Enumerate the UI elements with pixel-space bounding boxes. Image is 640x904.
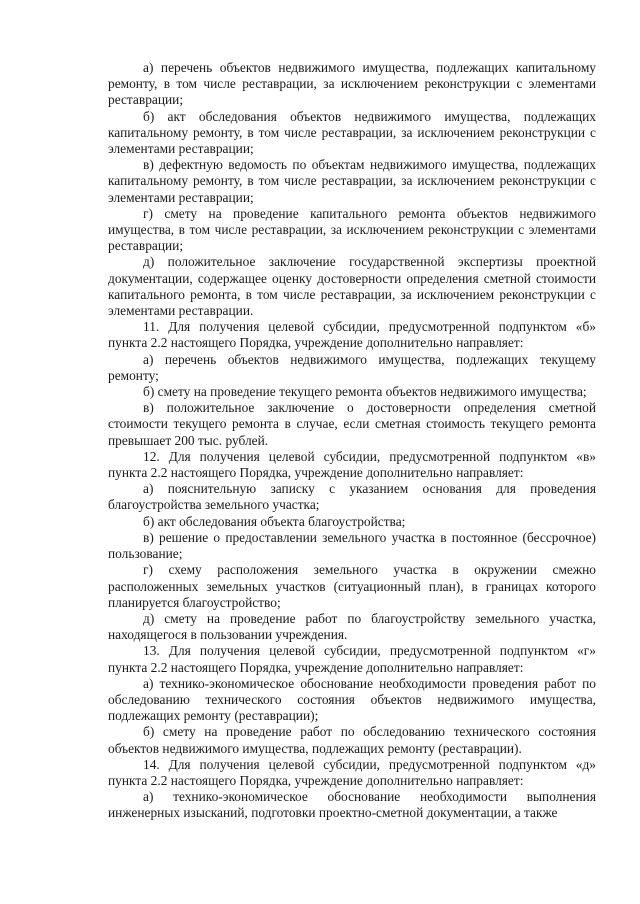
paragraph-11a-current-repair-list: а) перечень объектов недвижимого имущества, подлежащих текущему ремонту;: [108, 351, 596, 383]
paragraph-1d-expert-conclusion: д) положительное заключение государственной экспертизы проектной документации, содержащее оценку достоверности определения сметной стоимости капитального ремонта, в том числе реставрации, за исключением реконструкции с элементами реставрации.: [108, 254, 596, 319]
paragraph-14a-feasibility-study: а) технико-экономическое обоснование необходимости выполнения инженерных изысканий, подготовки проектно-сметной документации, а также: [108, 789, 596, 821]
paragraph-14-heading: 14. Для получения целевой субсидии, предусмотренной подпунктом «д» пункта 2.2 настоящего Порядка, учреждение дополнительно направляет:: [108, 756, 596, 788]
paragraph-12b-inspection-act: б) акт обследования объекта благоустройства;: [143, 513, 406, 529]
paragraph-13a-feasibility-study: а) технико-экономическое обоснование необходимости проведения работ по обследованию технического состояния объектов недвижимого имущества, подлежащих ремонту (реставрации);: [108, 675, 596, 724]
paragraph-12v-land-decision: в) решение о предоставлении земельного участка в постоянное (бессрочное) пользование;: [108, 529, 596, 562]
paragraph-13-heading: 13. Для получения целевой субсидии, предусмотренной подпунктом «г» пункта 2.2 настоящего Порядка, учреждение дополнительно направляет:: [108, 643, 596, 675]
paragraph-1g-capital-repair-estimate: г) смету на проведение капитального ремонта объектов недвижимого имущества, в том числе реставрации, за исключением реконструкции с элементами реставрации;: [108, 205, 596, 254]
paragraph-12a-explanatory-note: а) пояснительную записку с указанием основания для проведения благоустройства земельного участка;: [108, 481, 596, 513]
document-body: [108, 60, 596, 822]
paragraph-12g-site-plan: г) схему расположения земельного участка в окружении смежно расположенных земельных участков (ситуационный план), в границах которого планируется благоустройство;: [108, 562, 596, 610]
paragraph-13b-survey-estimate: б) смету на проведение работ по обследованию технического состояния объектов недвижимого имущества, подлежащих ремонту (реставрации).: [108, 724, 596, 756]
paragraph-1b-inspection-act: б) акт обследования объектов недвижимого имущества, подлежащих капитальному ремонту, в том числе реставрации, за исключением реконструкции с элементами реставрации;: [108, 108, 596, 157]
paragraph-1v-defect-statement: в) дефектную ведомость по объектам недвижимого имущества, подлежащих капитальному ремонту, в том числе реставрации, за исключением реконструкции с элементами реставрации;: [108, 157, 596, 205]
paragraph-11v-cost-conclusion: в) положительное заключение о достоверности определения сметной стоимости текущего ремонта в случае, если сметная стоимость текущего ремонта превышает 200 тыс. рублей.: [108, 400, 596, 448]
paragraph-11b-current-repair-estimate: б) смету на проведение текущего ремонта объектов недвижимого имущества;: [143, 384, 587, 400]
paragraph-12d-landscaping-estimate: д) смету на проведение работ по благоустройству земельного участка, находящегося в пользовании учреждения.: [108, 610, 596, 643]
paragraph-12-heading: 12. Для получения целевой субсидии, предусмотренной подпунктом «в» пункта 2.2 настоящего Порядка, учреждение дополнительно направляет:: [108, 448, 596, 481]
paragraph-11-heading: 11. Для получения целевой субсидии, предусмотренной подпунктом «б» пункта 2.2 настоящего Порядка, учреждение дополнительно направляет:: [108, 319, 596, 351]
paragraph-1a-capital-repair-list: а) перечень объектов недвижимого имущества, подлежащих капитальному ремонту, в том числе реставрации, за исключением реконструкции с элементами реставрации;: [108, 60, 596, 108]
